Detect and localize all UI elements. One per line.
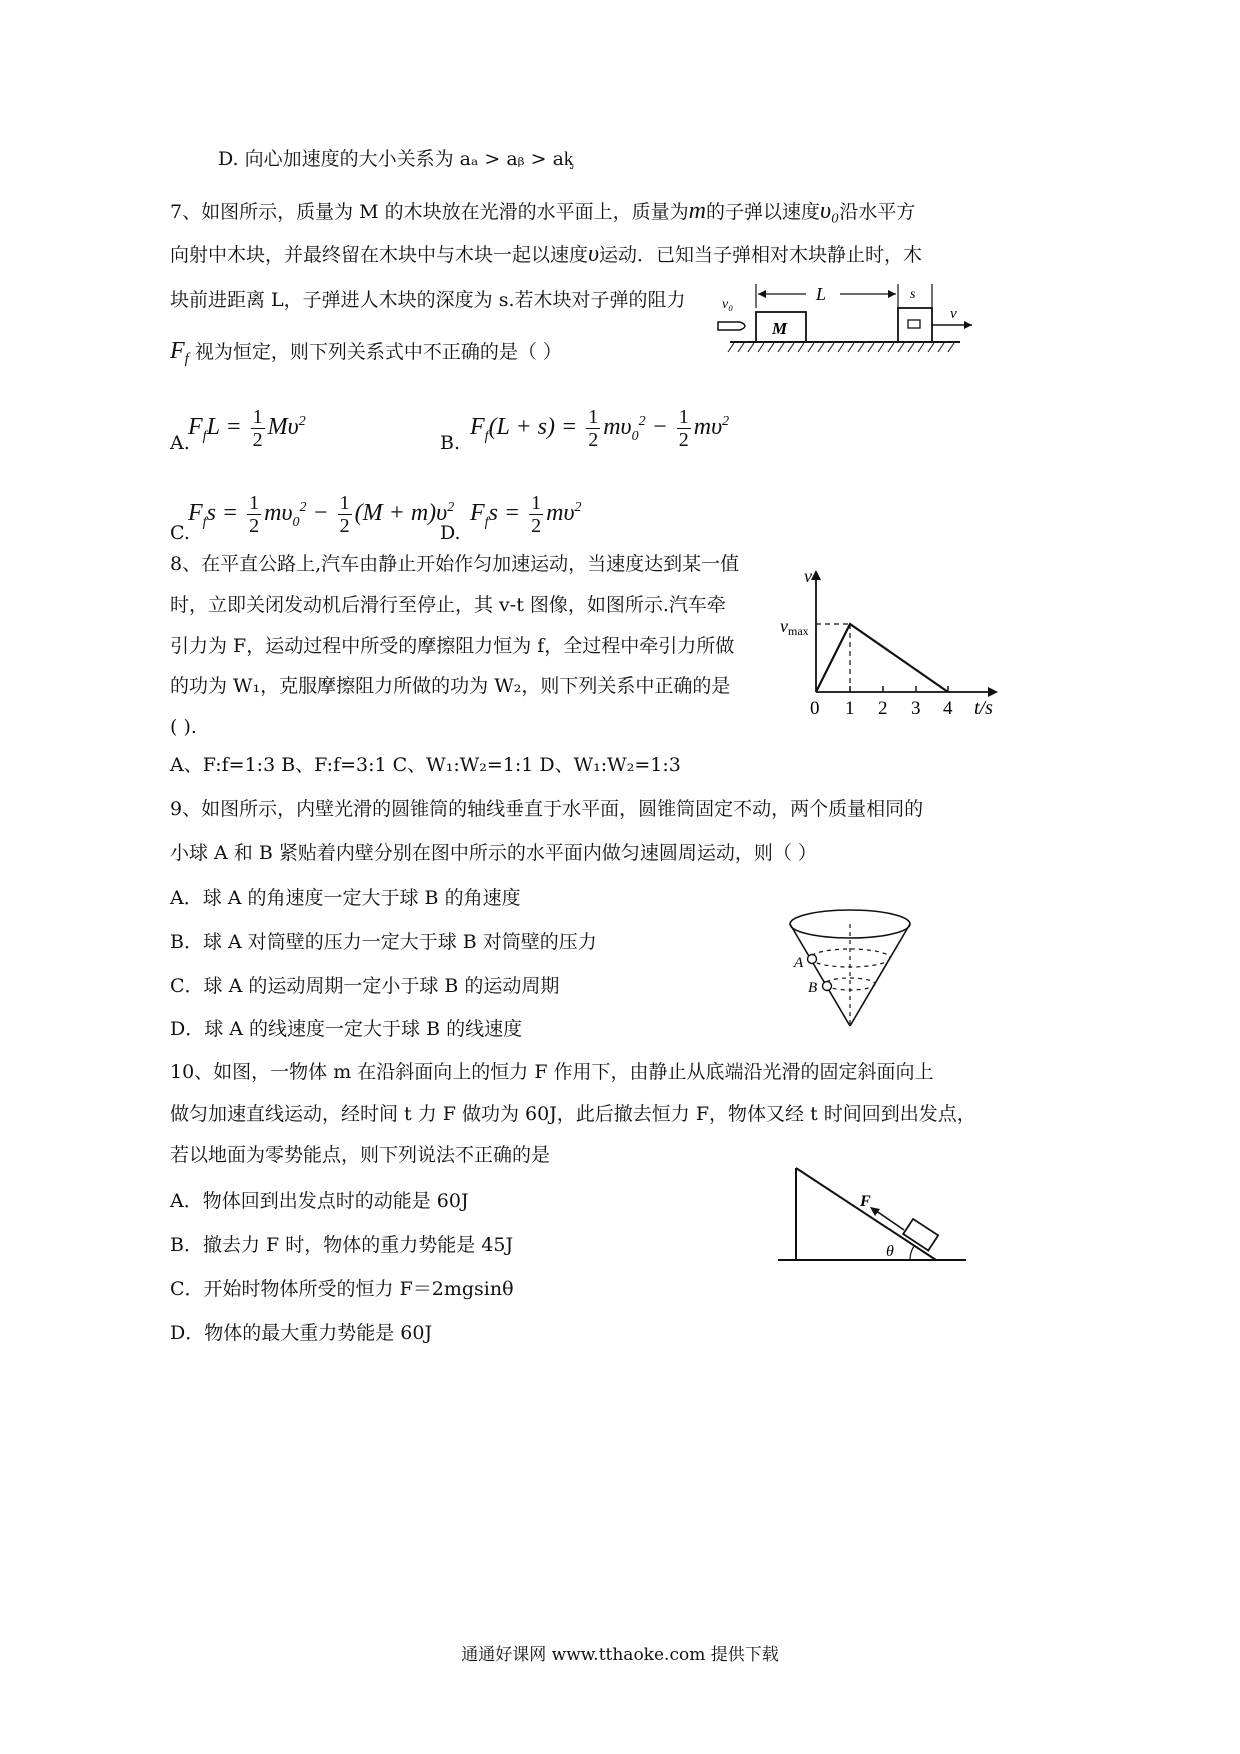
label-v0: v₀ (722, 297, 734, 312)
block-final (898, 308, 932, 342)
label-v: v (950, 306, 957, 322)
label-theta: θ (886, 1243, 894, 1260)
q10-option-c: C．开始时物体所受的恒力 F＝2mgsinθ (170, 1278, 514, 1300)
page-footer: 通通好课网 www.tthaoke.com 提供下载 (461, 1645, 779, 1665)
tick-4: 4 (943, 698, 953, 719)
tick-2: 2 (878, 698, 888, 719)
label-vmax: vmax (780, 616, 809, 638)
tick-3: 3 (911, 698, 921, 719)
q8-line-2: 时，立即关闭发动机后滑行至停止，其 v-t 图像，如图所示.汽车牵 (170, 594, 726, 616)
q10-option-d: D．物体的最大重力势能是 60J (170, 1322, 433, 1344)
q8-line-1: 8、在平直公路上,汽车由静止开始作匀加速运动，当速度达到某一值 (170, 553, 740, 575)
q9-option-d: D．球 A 的线速度一定大于球 B 的线速度 (170, 1018, 523, 1040)
block-on-incline (903, 1219, 938, 1251)
label-b: B (808, 980, 818, 996)
bullet-shape (718, 322, 745, 330)
q8-options: A、F:f=1:3 B、F:f=3:1 C、W₁:W₂=1:1 D、W₁:W₂=1:3 (170, 754, 681, 776)
q8-line-5: ( ). (170, 716, 197, 738)
q7-line-2: 向射中木块，并最终留在木块中与木块一起以速度υ运动．已知当子弹相对木块静止时，木 (170, 241, 923, 267)
ball-a (808, 955, 817, 964)
q8-line-4: 的功为 W₁，克服摩擦阻力所做的功为 W₂，则下列关系中正确的是 (170, 675, 731, 697)
q7-line-3: 块前进距离 L，子弹进人木块的深度为 s.若木块对子弹的阻力 (170, 289, 686, 311)
q10-option-b: B．撤去力 F 时，物体的重力势能是 45J (170, 1234, 514, 1256)
q10-incline-diagram (776, 1160, 976, 1266)
q9-line-2: 小球 A 和 B 紧贴着内壁分别在图中所示的水平面内做匀速圆周运动，则（ ） (170, 842, 817, 864)
label-l: L (816, 284, 827, 304)
q10-line-3: 若以地面为零势能点，则下列说法不正确的是 (170, 1144, 551, 1166)
q9-option-a: A．球 A 的角速度一定大于球 B 的角速度 (170, 887, 521, 909)
q7-line-1: 7、如图所示，质量为 M 的木块放在光滑的水平面上，质量为m的子弹以速度υ₀沿水平方 (170, 198, 916, 224)
q10-line-1: 10、如图，一物体 m 在沿斜面向上的恒力 F 作用下，由静止从底端沿光滑的固定斜面向上 (170, 1061, 934, 1083)
q8-line-3: 引力为 F，运动过程中所受的摩擦阻力恒为 f，全过程中牵引力所做 (170, 635, 735, 657)
label-a: A (794, 955, 804, 971)
label-force: F (860, 1193, 871, 1210)
q6-option-d: D. 向心加速度的大小关系为 aₐ > aᵦ > aᶄ (218, 148, 574, 170)
tick-1: 1 (845, 698, 855, 719)
label-s: s (910, 287, 916, 302)
q9-option-b: B．球 A 对筒壁的压力一定大于球 B 对筒壁的压力 (170, 931, 597, 953)
q7-bullet-block-diagram (710, 278, 980, 358)
axis-label-v: v (804, 566, 812, 586)
q8-vt-graph (780, 560, 1020, 740)
incline-surface (796, 1168, 936, 1260)
vt-curve (816, 624, 948, 692)
label-m: M (772, 319, 788, 338)
ball-b (823, 982, 832, 991)
q10-option-a: A．物体回到出发点时的动能是 60J (170, 1190, 469, 1212)
q9-line-1: 9、如图所示，内壁光滑的圆锥筒的轴线垂直于水平面，圆锥筒固定不动，两个质量相同的 (170, 798, 924, 820)
q9-option-c: C．球 A 的运动周期一定小于球 B 的运动周期 (170, 975, 560, 997)
q9-cone-diagram (780, 902, 920, 1032)
q10-line-2: 做匀加速直线运动，经时间 t 力 F 做功为 60J，此后撤去恒力 F，物体又经 t 时间回到出发点， (170, 1103, 976, 1125)
tick-0: 0 (810, 698, 820, 719)
q7-line-4: $F_f$ 视为恒定，则下列关系式中不正确的是（ ） (170, 338, 562, 367)
axis-label-t: t/s (974, 697, 993, 719)
